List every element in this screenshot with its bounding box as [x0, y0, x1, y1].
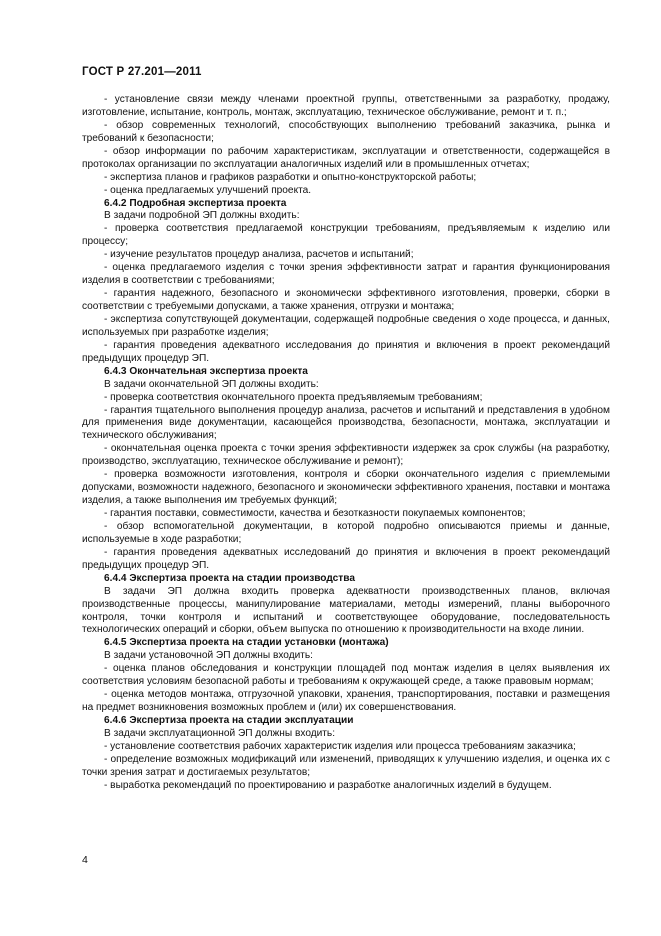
- body-paragraph: - оценка предлагаемого изделия с точки зрения эффективности затрат и гарантия функционирования изделия в соответствии с требованиями;: [82, 262, 610, 287]
- body-paragraph: В задачи установочной ЭП должны входить:: [104, 650, 313, 662]
- body-paragraph: - проверка возможности изготовления, контроля и сборки окончательного изделия с приемлемыми допусками, возможности надежного, безопасного и экономически эффективного хранения, поставки и монтажа изделия, а также выполнения им требуемых функций;: [82, 469, 610, 507]
- body-paragraph: - проверка соответствия окончательного проекта предъявляемым требованиям;: [104, 391, 483, 403]
- body-paragraph: - изучение результатов процедур анализа, расчетов и испытаний;: [104, 249, 414, 261]
- body-paragraph: - гарантия тщательного выполнения процедур анализа, расчетов и испытаний и представления в удобном для применения виде документации, касающейся производства, безопасности, монтажа, эксплуатации и технического обслуживания;: [82, 404, 610, 442]
- body-paragraph: - гарантия проведения адекватных исследований до принятия и включения в проект рекомендаций предыдущих процедур ЭП.: [82, 546, 610, 571]
- body-paragraph: - оценка предлагаемых улучшений проекта.: [104, 184, 312, 196]
- body-paragraph: - гарантия надежного, безопасного и экономически эффективного изготовления, проверки, сборки в соответствии с требуемыми допусками, а также хранения, отгрузки и монтажа;: [82, 288, 610, 312]
- body-paragraph: - выработка рекомендаций по проектированию и разработке аналогичных изделий в будущем.: [104, 779, 552, 791]
- body-paragraph: - экспертиза сопутствующей документации, содержащей подробные сведения о ходе процесса, и данных, используемых при разработке изделия;: [82, 313, 610, 338]
- document-header-title: ГОСТ Р 27.201—2011: [82, 66, 202, 78]
- body-paragraph: - гарантия поставки, совместимости, качества и безотказности покупаемых компонентов;: [104, 508, 526, 519]
- section-heading: 6.4.2 Подробная экспертиза проекта: [104, 197, 287, 209]
- body-paragraph: - окончательная оценка проекта с точки зрения эффективности издержек за срок службы (на разработку, производство, эксплуатацию, техническое обслуживание и ремонт);: [82, 443, 610, 468]
- body-paragraph: - оценка методов монтажа, отгрузочной упаковки, хранения, транспортирования, поставки и размещения на предмет возникновения возможных проблем и (или) их совершенствования.: [82, 689, 610, 714]
- body-paragraph: - обзор информации по рабочим характеристикам, эксплуатации и ответственности, содержащейся в протоколах организации по эксплуатации аналогичных изделий или в промышленных отчетах;: [82, 145, 610, 170]
- document-body: [82, 94, 610, 793]
- body-paragraph: В задачи ЭП должна входить проверка адекватности производственных планов, включая производственные процессы, манипулирование материалами, методы измерений, планы выборочного контроля, точки контроля и испытаний и соответствующее оборудование, последовательность технологических операций и сборки, объем выпуска по отношению к производительности на входе линии.: [82, 585, 610, 636]
- body-paragraph: - определение возможных модификаций или изменений, приводящих к улучшению изделия, и оценка их с точки зрения затрат и достигаемых результатов;: [82, 753, 610, 778]
- body-paragraph: - экспертиза планов и графиков разработки и опытно-конструкторской работы;: [104, 171, 477, 183]
- body-paragraph: В задачи подробной ЭП должны входить:: [104, 210, 300, 222]
- body-paragraph: - проверка соответствия предлагаемой конструкции требованиям, предъявляемым к изделию или процессу;: [82, 223, 610, 248]
- body-paragraph: - оценка планов обследования и конструкции площадей под монтаж изделия в целях выявления их соответствия условиям безопасной работы и требованиям к окружающей среде, а также правовым нормам;: [82, 663, 610, 688]
- page-number: 4: [82, 854, 88, 866]
- body-paragraph: - установление соответствия рабочих характеристик изделия или процесса требованиям заказчика;: [104, 740, 576, 752]
- body-paragraph: - обзор вспомогательной документации, в которой подробно описываются приемы и данные, используемые в ходе разработки;: [82, 520, 610, 545]
- section-heading: 6.4.3 Окончательная экспертиза проекта: [104, 365, 308, 377]
- body-paragraph: - гарантия проведения адекватного исследования до принятия и включения в проект рекомендаций предыдущих процедур ЭП.: [82, 339, 610, 364]
- body-paragraph: В задачи эксплуатационной ЭП должны входить:: [104, 727, 336, 739]
- section-heading: 6.4.6 Экспертиза проекта на стадии эксплуатации: [104, 715, 354, 726]
- body-paragraph: - установление связи между членами проектной группы, ответственными за разработку, продажу, изготовление, испытание, контроль, монтаж, эксплуатацию, техническое обслуживание, ремонт и т. п.;: [82, 94, 610, 118]
- body-paragraph: В задачи окончательной ЭП должны входить:: [104, 378, 319, 390]
- section-heading: 6.4.5 Экспертиза проекта на стадии установки (монтажа): [104, 637, 389, 649]
- section-heading: 6.4.4 Экспертиза проекта на стадии производства: [104, 572, 355, 584]
- body-paragraph: - обзор современных технологий, способствующих выполнению требований заказчика, рынка и требований к безопасности;: [82, 119, 610, 144]
